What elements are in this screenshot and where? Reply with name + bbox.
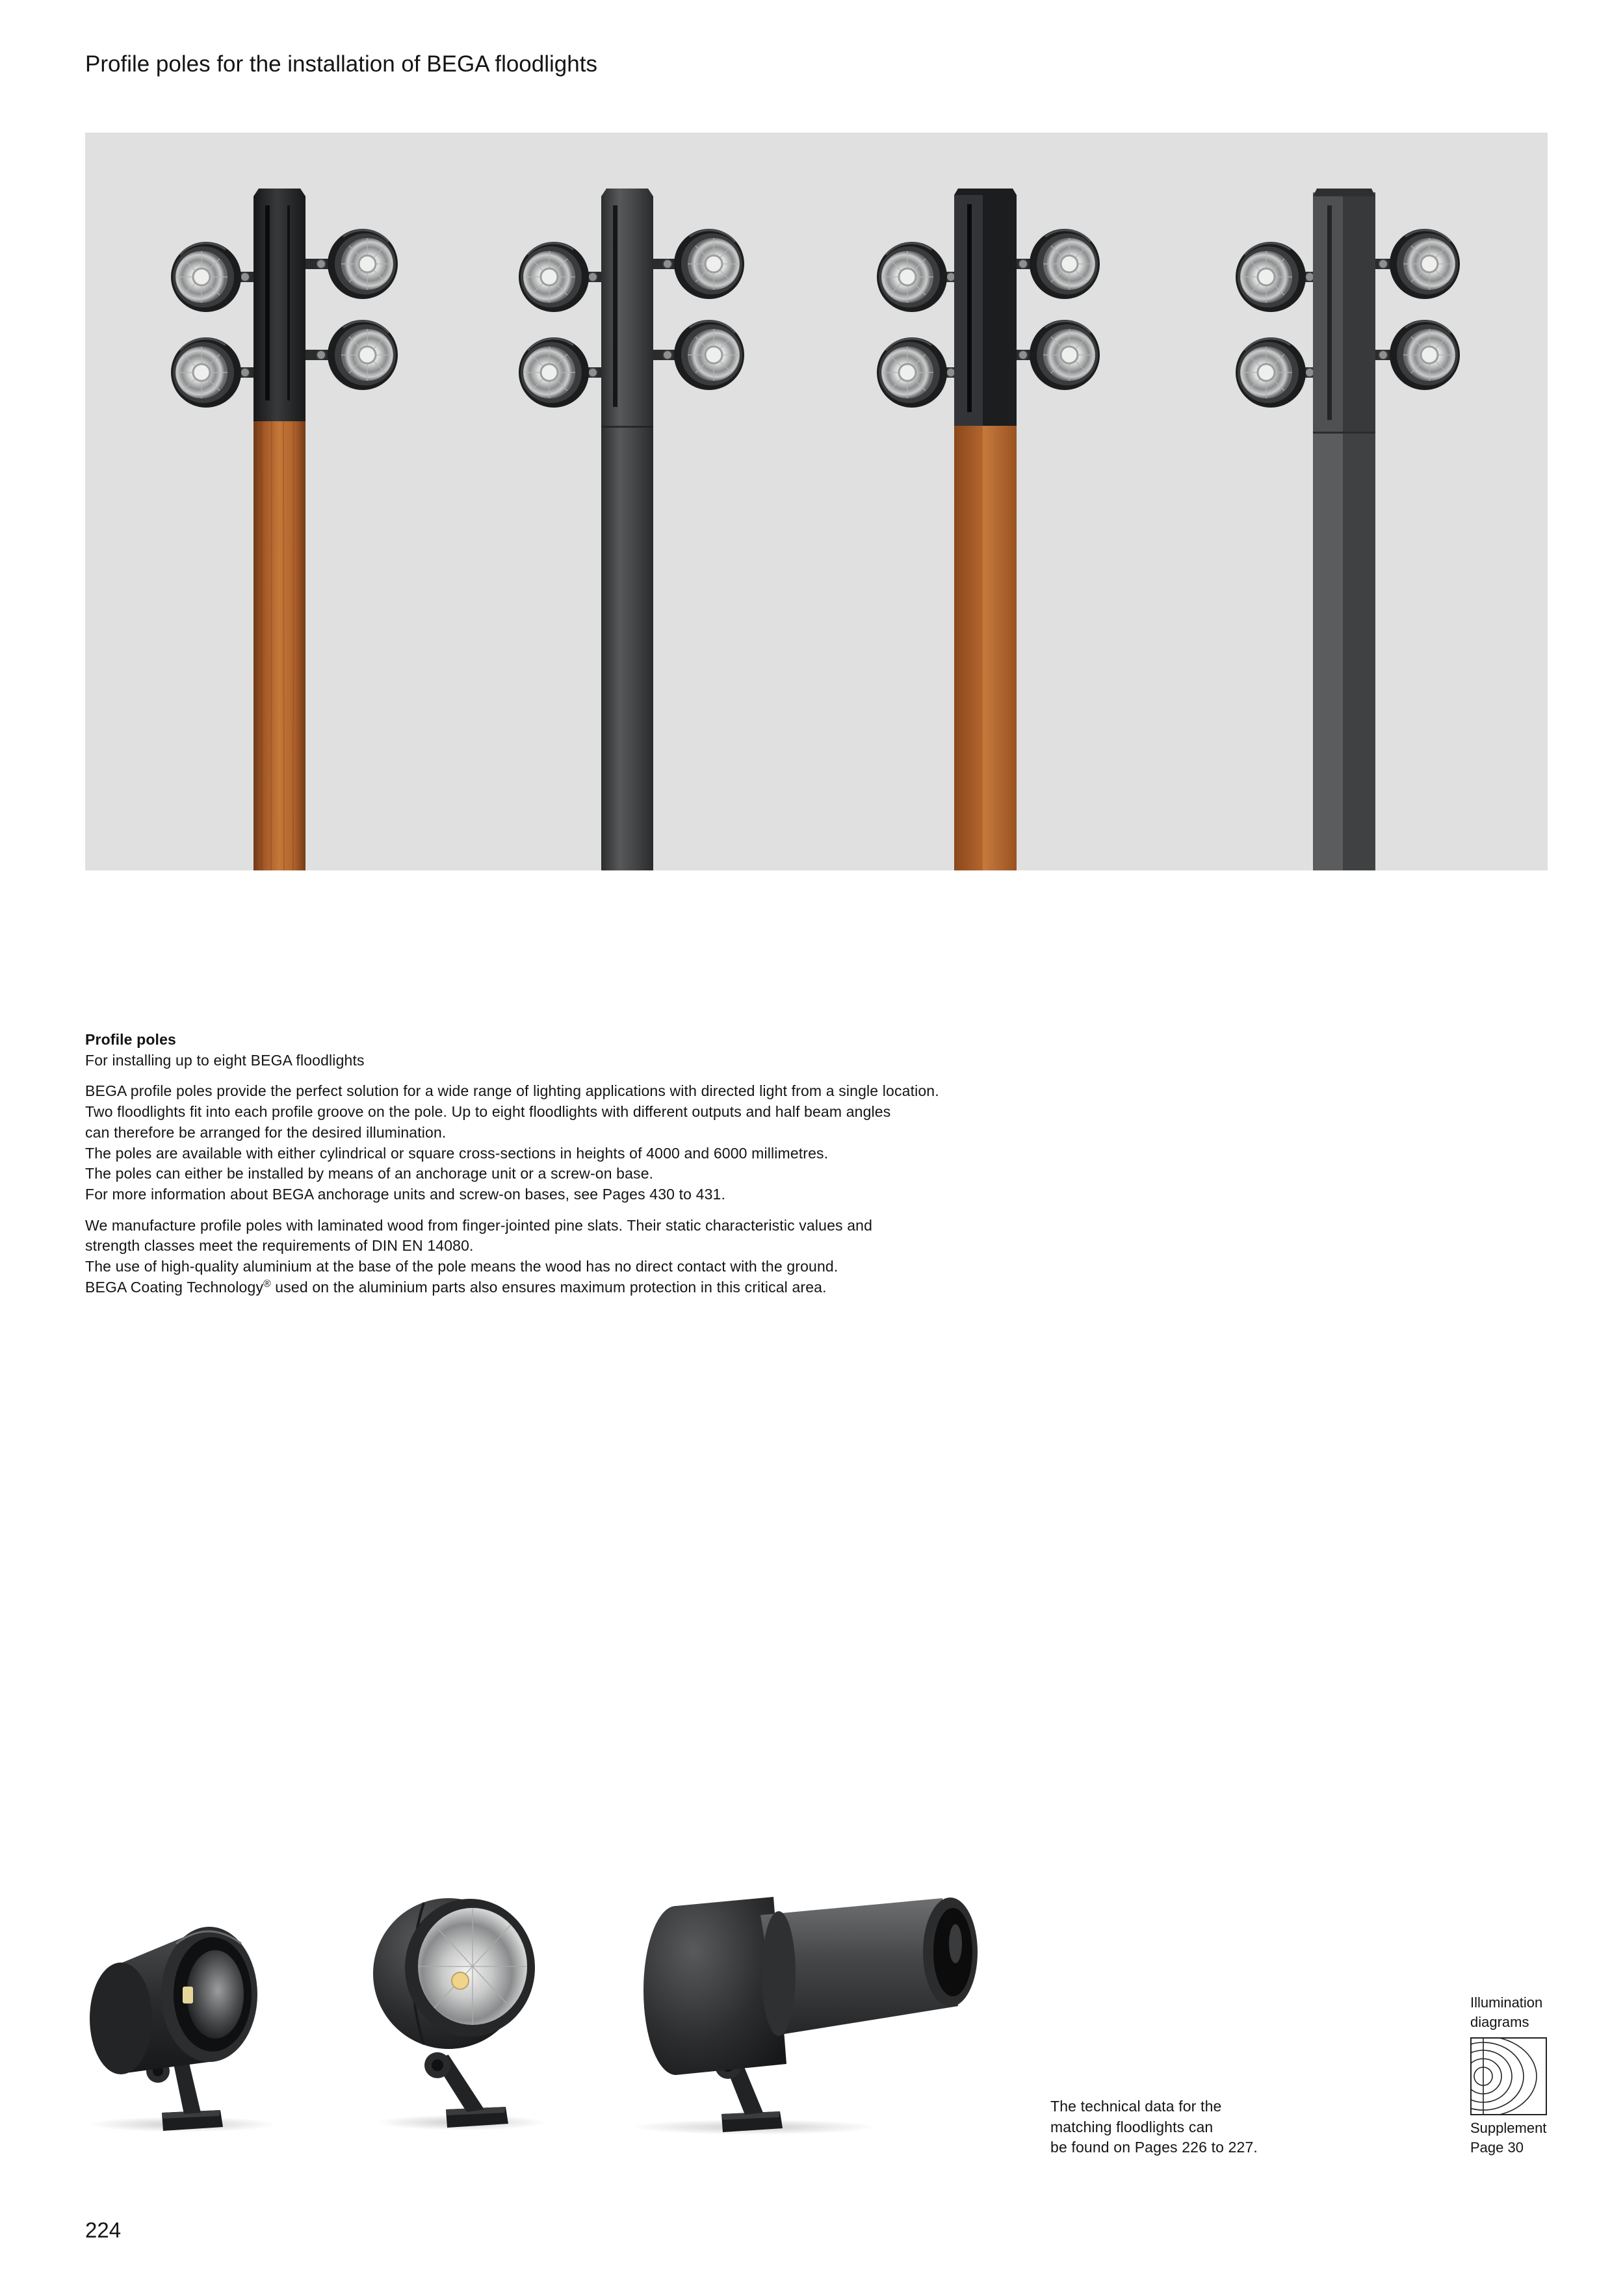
pole-shaft xyxy=(601,189,653,870)
label-line: Illumination xyxy=(1470,1994,1543,2011)
floodlight-medium-illustration xyxy=(351,1895,546,2132)
floodlight-snoot-illustration xyxy=(624,1892,988,2135)
paragraph-materials xyxy=(85,1216,1223,1298)
paragraph-line: The poles can either be installed by means of an anchorage unit or a screw-on base. xyxy=(85,1165,654,1182)
profile-groove xyxy=(613,205,617,407)
reference-line: Page 30 xyxy=(1470,2139,1524,2156)
illumination-diagram-icon-graphic xyxy=(1470,2037,1547,2115)
illumination-diagram-icon xyxy=(1470,2037,1547,2115)
floodlight-back xyxy=(90,1963,152,2074)
supplement-reference xyxy=(1470,2119,1546,2157)
paragraph-line: can therefore be arranged for the desired illumination. xyxy=(85,1123,447,1141)
label-line: diagrams xyxy=(1470,2013,1529,2030)
isolux-curves xyxy=(1470,2037,1537,2115)
floodlight-small-illustration xyxy=(85,1918,280,2135)
paragraph-line: The poles are available with either cylindrical or square cross-sections in heights of 4000 and 6000 millimetres. xyxy=(85,1144,829,1162)
note-line: be found on Pages 226 to 227. xyxy=(1050,2139,1258,2156)
pole-head xyxy=(253,189,305,421)
intro-text-block xyxy=(85,1030,1223,1298)
led-module xyxy=(452,1972,469,1989)
floodlight-image-medium xyxy=(351,1895,546,2132)
snoot-collar xyxy=(762,1911,796,2036)
paragraph-line: BEGA profile poles provide the perfect solution for a wide range of lighting applications with directed light from a single location. xyxy=(85,1082,939,1100)
registered-mark: ® xyxy=(263,1278,271,1290)
pole-top-cap xyxy=(1313,189,1375,196)
page-number: 224 xyxy=(85,2218,122,2242)
reflector-facets xyxy=(418,1908,527,2025)
paragraph-line: strength classes meet the requirements of DIN EN 14080. xyxy=(85,1237,474,1255)
pole-joint xyxy=(1313,432,1375,434)
pole-shaft-wood-right-face xyxy=(983,424,1017,870)
note-line: matching floodlights can xyxy=(1050,2118,1214,2135)
led-module xyxy=(183,1987,193,2003)
profile-groove xyxy=(265,205,270,400)
paragraph-line xyxy=(85,1277,1223,1298)
paragraph-line: Two floodlights fit into each profile groove on the pole. Up to eight floodlights with different outputs and half beam angles xyxy=(85,1103,891,1121)
trademark-name: BEGA Coating Technology xyxy=(85,1278,264,1296)
profile-groove xyxy=(967,204,972,412)
pole-shaft-wood-left-face xyxy=(954,424,983,870)
floodlight-image-snoot xyxy=(624,1892,988,2135)
profile-groove xyxy=(287,205,290,400)
floodlight-reflector xyxy=(187,1950,244,2039)
paragraph-line-tail: used on the aluminium parts also ensures maximum protection in this critical area. xyxy=(270,1278,827,1296)
pole-joint xyxy=(601,426,653,428)
pivot-screw xyxy=(432,2059,443,2071)
hero-photo-profile-poles xyxy=(85,133,1548,870)
lens-highlight xyxy=(949,1924,962,1963)
paragraph-line: The use of high-quality aluminium at the base of the pole means the wood has no direct contact with the ground. xyxy=(85,1258,838,1275)
pole-head-shade xyxy=(1313,196,1375,432)
paragraph-line: We manufacture profile poles with laminated wood from finger-jointed pine slats. Their static characteristic values and xyxy=(85,1216,873,1234)
illumination-diagrams-label xyxy=(1470,1993,1542,2031)
floodlight-image-small xyxy=(85,1918,280,2135)
section-heading: Profile poles xyxy=(85,1031,176,1048)
section-subheading: For installing up to eight BEGA floodlights xyxy=(85,1051,365,1069)
reference-line: Supplement xyxy=(1470,2120,1547,2136)
profile-groove xyxy=(1327,205,1332,420)
profile-poles-illustration xyxy=(85,133,1548,870)
note-line: The technical data for the xyxy=(1050,2098,1222,2115)
page-title: Profile poles for the installation of BEGA floodlights xyxy=(85,51,597,77)
paragraph-line: For more information about BEGA anchorage units and screw-on bases, see Pages 430 to 431. xyxy=(85,1185,726,1203)
technical-data-note xyxy=(1050,2096,1258,2158)
paragraph-description xyxy=(85,1081,1223,1205)
